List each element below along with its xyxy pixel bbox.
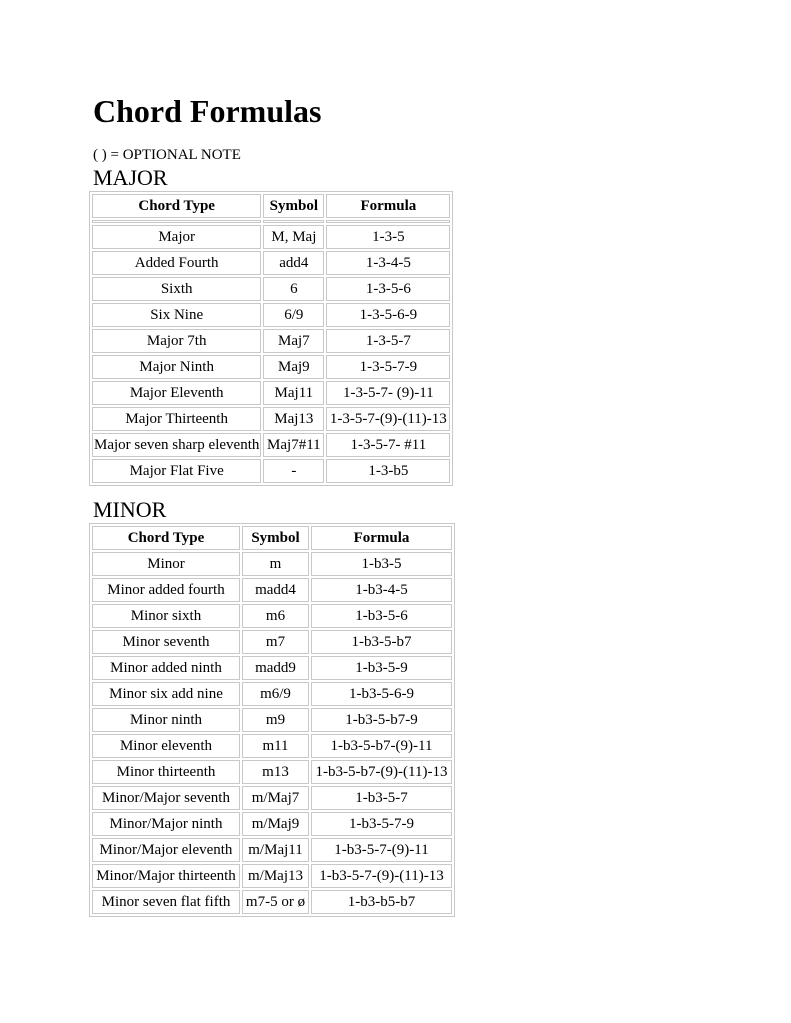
chord-type-cell: Minor sixth: [92, 604, 240, 628]
table-row: [92, 552, 452, 576]
formula-cell: 1-3-5-6-9: [326, 303, 450, 327]
chord-type-cell: Minor seventh: [92, 630, 240, 654]
formula-cell: 1-b3-5-b7-9: [311, 708, 452, 732]
formula-cell: 1-b3-5-b7-(9)-11: [311, 734, 452, 758]
formula-cell: 1-b3-5-9: [311, 656, 452, 680]
column-header-formula: Formula: [326, 194, 450, 218]
formula-cell: 1-b3-5-b7: [311, 630, 452, 654]
chord-type-cell: Minor added ninth: [92, 656, 240, 680]
column-header-chord-type: Chord Type: [92, 526, 240, 550]
table-row: [92, 864, 452, 888]
table-row: [92, 786, 452, 810]
formula-cell: 1-b3-5-7-(9)-11: [311, 838, 452, 862]
formula-cell: 1-b3-5-6: [311, 604, 452, 628]
table-row: [92, 656, 452, 680]
formula-cell: 1-3-5-7- #11: [326, 433, 450, 457]
symbol-cell: madd4: [242, 578, 309, 602]
symbol-cell: madd9: [242, 656, 309, 680]
formula-cell: 1-b3-4-5: [311, 578, 452, 602]
formula-cell: 1-3-5-6: [326, 277, 450, 301]
chord-type-cell: Minor thirteenth: [92, 760, 240, 784]
column-header-formula: Formula: [311, 526, 452, 550]
major-section-heading: MAJOR: [93, 165, 168, 190]
table-row: [92, 459, 450, 483]
chord-type-cell: Minor: [92, 552, 240, 576]
symbol-cell: m7: [242, 630, 309, 654]
chord-type-cell: Minor/Major thirteenth: [92, 864, 240, 888]
symbol-cell: m: [242, 552, 309, 576]
formula-cell: 1-b3-b5-b7: [311, 890, 452, 914]
formula-cell: 1-b3-5-b7-(9)-(11)-13: [311, 760, 452, 784]
symbol-cell: m/Maj13: [242, 864, 309, 888]
table-row: [92, 838, 452, 862]
table-row: [92, 630, 452, 654]
formula-cell: 1-b3-5: [311, 552, 452, 576]
chord-type-cell: Minor seven flat fifth: [92, 890, 240, 914]
symbol-cell: Maj9: [263, 355, 324, 379]
optional-note-legend: ( ) = OPTIONAL NOTE: [93, 147, 241, 163]
table-row: [92, 890, 452, 914]
page-title: Chord Formulas: [93, 93, 322, 129]
symbol-cell: Maj7: [263, 329, 324, 353]
chord-type-cell: Minor six add nine: [92, 682, 240, 706]
symbol-cell: m6: [242, 604, 309, 628]
chord-type-cell: Added Fourth: [92, 251, 261, 275]
table-row: [92, 277, 450, 301]
formula-cell: 1-b3-5-7: [311, 786, 452, 810]
chord-type-cell: Minor added fourth: [92, 578, 240, 602]
formula-cell: 1-3-5-7- (9)-11: [326, 381, 450, 405]
minor-table-body: [92, 552, 452, 914]
minor-section-heading: MINOR: [93, 497, 167, 522]
chord-type-cell: Major Flat Five: [92, 459, 261, 483]
symbol-cell: 6/9: [263, 303, 324, 327]
table-row: [92, 381, 450, 405]
symbol-cell: m7-5 or ø: [242, 890, 309, 914]
table-row: [92, 303, 450, 327]
chord-type-cell: Minor/Major ninth: [92, 812, 240, 836]
symbol-cell: m13: [242, 760, 309, 784]
formula-cell: 1-3-b5: [326, 459, 450, 483]
symbol-cell: m9: [242, 708, 309, 732]
table-row: [92, 734, 452, 758]
minor-chords-table: [89, 523, 455, 917]
formula-cell: 1-3-4-5: [326, 251, 450, 275]
table-row: [92, 578, 452, 602]
symbol-cell: m11: [242, 734, 309, 758]
formula-cell: 1-3-5-7-9: [326, 355, 450, 379]
major-table-body: [92, 220, 450, 483]
chord-type-cell: Major Thirteenth: [92, 407, 261, 431]
chord-type-cell: Major: [92, 225, 261, 249]
chord-type-cell: Major 7th: [92, 329, 261, 353]
separator-cell: [92, 220, 261, 223]
chord-type-cell: Minor eleventh: [92, 734, 240, 758]
symbol-cell: add4: [263, 251, 324, 275]
chord-type-cell: Minor/Major eleventh: [92, 838, 240, 862]
formula-cell: 1-3-5-7-(9)-(11)-13: [326, 407, 450, 431]
symbol-cell: -: [263, 459, 324, 483]
symbol-cell: Maj11: [263, 381, 324, 405]
formula-cell: 1-3-5-7: [326, 329, 450, 353]
separator-cell: [263, 220, 324, 223]
symbol-cell: 6: [263, 277, 324, 301]
table-header-row: [92, 526, 452, 550]
table-row: [92, 355, 450, 379]
formula-cell: 1-b3-5-7-(9)-(11)-13: [311, 864, 452, 888]
formula-cell: 1-b3-5-6-9: [311, 682, 452, 706]
chord-type-cell: Major Ninth: [92, 355, 261, 379]
header-separator-row: [92, 220, 450, 223]
formula-cell: 1-b3-5-7-9: [311, 812, 452, 836]
chord-type-cell: Minor ninth: [92, 708, 240, 732]
symbol-cell: Maj13: [263, 407, 324, 431]
column-header-symbol: Symbol: [263, 194, 324, 218]
table-row: [92, 604, 452, 628]
formula-cell: 1-3-5: [326, 225, 450, 249]
column-header-chord-type: Chord Type: [92, 194, 261, 218]
table-row: [92, 708, 452, 732]
symbol-cell: m/Maj11: [242, 838, 309, 862]
symbol-cell: M, Maj: [263, 225, 324, 249]
chord-type-cell: Major Eleventh: [92, 381, 261, 405]
table-row: [92, 682, 452, 706]
table-row: [92, 433, 450, 457]
table-row: [92, 407, 450, 431]
table-row: [92, 812, 452, 836]
table-header-row: [92, 194, 450, 218]
chord-type-cell: Sixth: [92, 277, 261, 301]
table-row: [92, 760, 452, 784]
separator-cell: [326, 220, 450, 223]
symbol-cell: Maj7#11: [263, 433, 324, 457]
symbol-cell: m/Maj7: [242, 786, 309, 810]
chord-type-cell: Minor/Major seventh: [92, 786, 240, 810]
chord-type-cell: Six Nine: [92, 303, 261, 327]
table-row: [92, 251, 450, 275]
major-chords-table: [89, 191, 453, 486]
symbol-cell: m/Maj9: [242, 812, 309, 836]
symbol-cell: m6/9: [242, 682, 309, 706]
table-row: [92, 329, 450, 353]
chord-type-cell: Major seven sharp eleventh: [92, 433, 261, 457]
table-row: [92, 225, 450, 249]
column-header-symbol: Symbol: [242, 526, 309, 550]
